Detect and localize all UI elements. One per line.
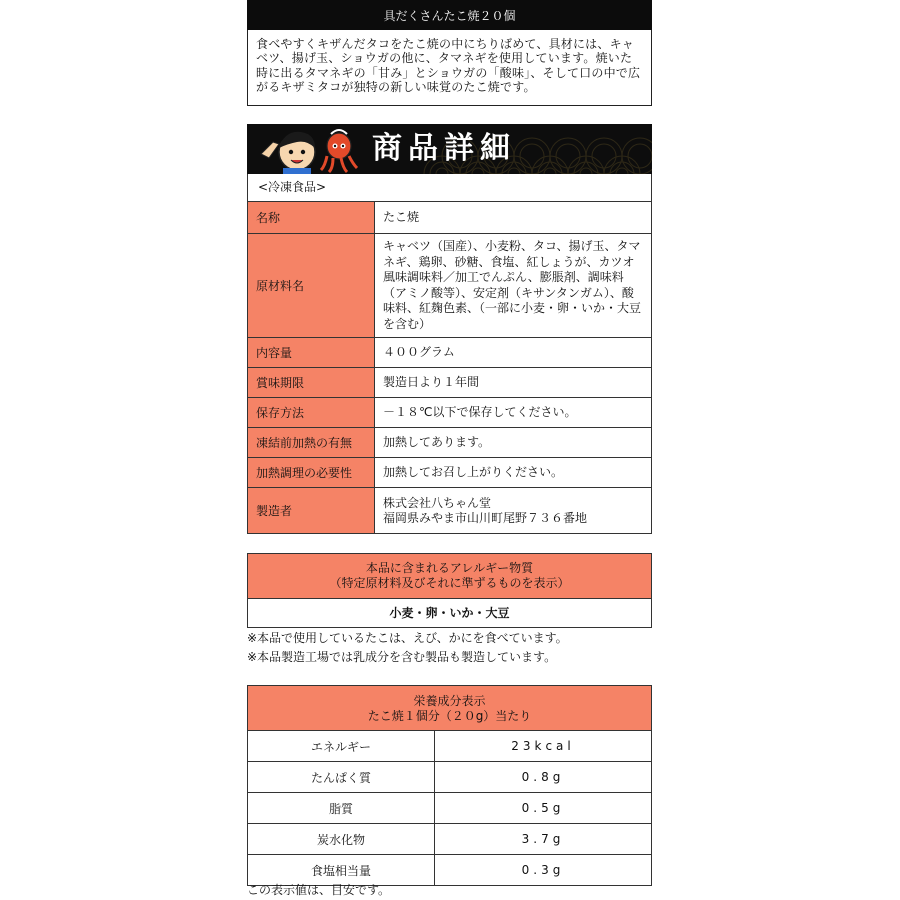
table-row (248, 338, 652, 368)
row-value: 製造日より１年間 (375, 368, 652, 398)
category-label: <冷凍食品> (247, 174, 652, 202)
allergy-title: 本品に含まれるアレルギー物質 (365, 561, 534, 575)
allergy-header (247, 553, 652, 599)
nutrient-name: 炭水化物 (248, 824, 435, 855)
nutrient-value: 23kcal (435, 731, 652, 762)
row-key: 名称 (248, 202, 375, 234)
table-row (248, 731, 652, 762)
row-value: たこ焼 (375, 202, 652, 234)
nutrient-value: 0.3g (435, 855, 652, 886)
nutrient-name: たんぱく質 (248, 762, 435, 793)
row-value: ４００グラム (375, 338, 652, 368)
boy-and-octopus-mascot-icon (255, 124, 365, 174)
product-detail-table (247, 201, 652, 534)
table-row (248, 202, 652, 234)
table-row (248, 234, 652, 338)
product-title: 具だくさんたこ焼２０個 (247, 0, 652, 30)
allergy-items: 小麦・卵・いか・大豆 (247, 598, 652, 628)
row-value: 加熱してあります。 (375, 428, 652, 458)
row-key: 原材料名 (248, 234, 375, 338)
manufacturer-name: 株式会社八ちゃん堂 (383, 496, 492, 510)
row-key: 加熱調理の必要性 (248, 458, 375, 488)
row-key: 賞味期限 (248, 368, 375, 398)
nutrient-name: 食塩相当量 (248, 855, 435, 886)
nutrient-value: 3.7g (435, 824, 652, 855)
product-details-banner (247, 124, 652, 174)
nutrient-name: エネルギー (248, 731, 435, 762)
nutrient-value: 0.5g (435, 793, 652, 824)
table-row (248, 488, 652, 534)
table-row (248, 398, 652, 428)
row-key: 凍結前加熱の有無 (248, 428, 375, 458)
allergy-subtitle: （特定原材料及びそれに準ずるものを表示） (329, 576, 570, 590)
table-row (248, 428, 652, 458)
table-row (248, 824, 652, 855)
row-key: 内容量 (248, 338, 375, 368)
table-row (248, 762, 652, 793)
table-row (248, 793, 652, 824)
table-row (248, 458, 652, 488)
row-key: 保存方法 (248, 398, 375, 428)
nutrient-name: 脂質 (248, 793, 435, 824)
nutrition-header (247, 685, 652, 731)
manufacturer-address: 福岡県みやま市山川町尾野７３６番地 (383, 510, 588, 525)
product-description: 食べやすくキザんだタコをたこ焼の中にちりばめて、具材には、キャベツ、揚げ玉、ショウガの他に、タマネギを使用しています。焼いた時に出るタマネギの「甘み」とショウガの「酸味」、そして口の中で広がるキザミタコが独特の新しい味覚のたこ焼です。 (247, 30, 652, 106)
nutrition-footnote: この表示値は、目安です。 (247, 883, 391, 897)
table-row (248, 368, 652, 398)
banner-title: 商品詳細 (372, 131, 516, 166)
nutrient-value: 0.8g (435, 762, 652, 793)
allergy-note-1: ※本品で使用しているたこは、えび、かにを食べています。 (247, 631, 568, 645)
row-key: 製造者 (248, 488, 375, 534)
row-value (375, 488, 652, 534)
row-value: キャベツ（国産）、小麦粉、タコ、揚げ玉、タマネギ、鶏卵、砂糖、食塩、紅しょうが、カツオ風味調味料／加工でんぷん、膨脹剤、調味料（アミノ酸等）、安定剤（キサンタンガム）、酸味料、紅麹色素、（一部に小麦・卵・いか・大豆を含む） (375, 234, 652, 338)
allergy-note-2: ※本品製造工場では乳成分を含む製品も製造しています。 (247, 650, 557, 664)
nutrition-title: 栄養成分表示 (413, 694, 486, 708)
nutrition-subtitle: たこ焼１個分（２０g）当たり (367, 709, 532, 723)
nutrition-table (247, 730, 652, 886)
row-value: 加熱してお召し上がりください。 (375, 458, 652, 488)
row-value: －１８℃以下で保存してください。 (375, 398, 652, 428)
